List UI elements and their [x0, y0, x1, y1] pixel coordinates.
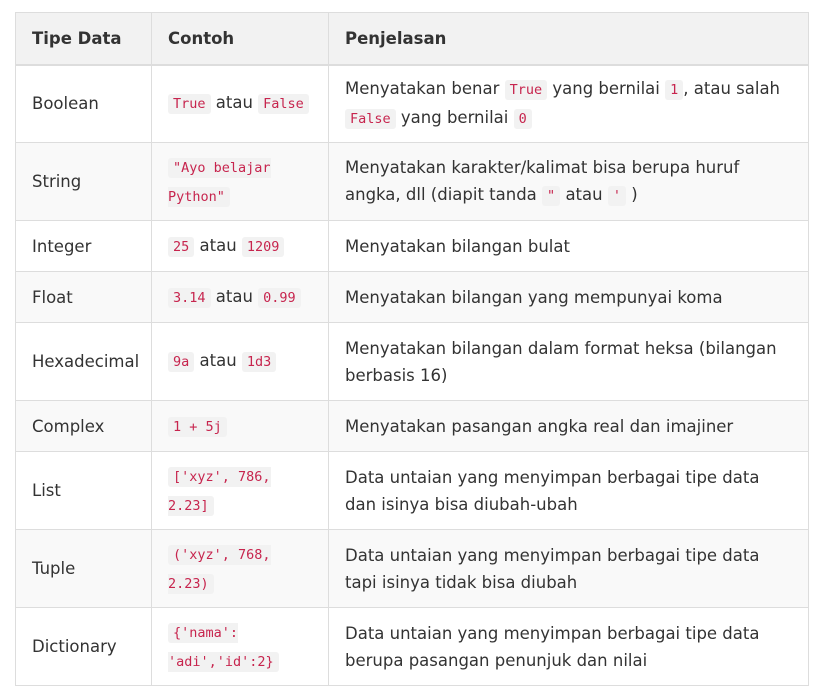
- description-cell: Menyatakan pasangan angka real dan imajiner: [329, 401, 809, 452]
- inline-code: 0: [514, 109, 532, 129]
- description-cell: Menyatakan bilangan dalam format heksa (bilangan berbasis 16): [329, 323, 809, 401]
- description-cell: Data untaian yang menyimpan berbagai tipe data dan isinya bisa diubah-ubah: [329, 452, 809, 530]
- example-cell: [152, 143, 329, 221]
- table-row: [16, 452, 809, 530]
- example-code: 3.14: [168, 288, 211, 308]
- example-separator: atau: [215, 93, 253, 113]
- table-row: [16, 221, 809, 272]
- type-cell: Float: [16, 272, 152, 323]
- inline-code: ': [608, 186, 626, 206]
- example-cell: [152, 530, 329, 608]
- description-cell: Menyatakan bilangan bulat: [329, 221, 809, 272]
- type-cell: String: [16, 143, 152, 221]
- example-code: 9a: [168, 352, 194, 372]
- type-cell: Hexadecimal: [16, 323, 152, 401]
- description-text: yang bernilai: [552, 78, 660, 98]
- example-cell: [152, 221, 329, 272]
- example-code: 0.99: [258, 288, 301, 308]
- example-separator: atau: [215, 286, 253, 306]
- table-row: [16, 608, 809, 686]
- inline-code: True: [505, 80, 548, 100]
- example-code: True: [168, 94, 211, 114]
- example-code: 1209: [242, 237, 285, 257]
- inline-code: 1: [665, 80, 683, 100]
- table-row: [16, 65, 809, 143]
- type-cell: Tuple: [16, 530, 152, 608]
- description-cell: [329, 65, 809, 143]
- description-cell: Menyatakan bilangan yang mempunyai koma: [329, 272, 809, 323]
- description-text: atau: [565, 184, 603, 204]
- example-code: {'nama': 'adi','id':2}: [168, 623, 279, 672]
- table-row: [16, 272, 809, 323]
- type-cell: Complex: [16, 401, 152, 452]
- example-cell: [152, 272, 329, 323]
- example-cell: [152, 608, 329, 686]
- table-row: [16, 530, 809, 608]
- example-code: "Ayo belajar Python": [168, 159, 271, 205]
- description-text: Menyatakan karakter/kalimat bisa berupa huruf angka, dll (diapit tanda: [345, 157, 740, 204]
- example-cell: [152, 401, 329, 452]
- description-text: Menyatakan benar: [345, 78, 500, 98]
- example-code: ['xyz', 786, 2.23]: [168, 468, 271, 514]
- example-separator: atau: [199, 235, 237, 255]
- example-cell: [152, 452, 329, 530]
- header-row: [16, 13, 809, 65]
- type-cell: Boolean: [16, 65, 152, 143]
- example-cell: [152, 65, 329, 143]
- inline-code: False: [345, 109, 396, 129]
- example-code: 1d3: [242, 352, 276, 372]
- header-description: Penjelasan: [329, 13, 809, 65]
- description-cell: Data untaian yang menyimpan berbagai tipe data tapi isinya tidak bisa diubah: [329, 530, 809, 608]
- type-cell: Dictionary: [16, 608, 152, 686]
- example-code: ('xyz', 768, 2.23): [168, 546, 271, 592]
- type-cell: Integer: [16, 221, 152, 272]
- header-type: Tipe Data: [16, 13, 152, 65]
- inline-code: ": [542, 186, 560, 206]
- table-row: [16, 401, 809, 452]
- description-text: ): [631, 184, 638, 204]
- table-row: [16, 323, 809, 401]
- data-types-table: [15, 12, 809, 686]
- table-row: [16, 143, 809, 221]
- description-text: , atau salah: [683, 78, 781, 98]
- description-cell: [329, 143, 809, 221]
- example-code: 1 + 5j: [168, 417, 227, 437]
- example-separator: atau: [199, 351, 237, 370]
- header-example: Contoh: [152, 13, 329, 65]
- example-code: False: [258, 94, 309, 114]
- description-cell: Data untaian yang menyimpan berbagai tipe data berupa pasangan penunjuk dan nilai: [329, 608, 809, 686]
- description-text: yang bernilai: [400, 107, 509, 127]
- type-cell: List: [16, 452, 152, 530]
- example-code: 25: [168, 237, 194, 257]
- example-cell: [152, 323, 329, 401]
